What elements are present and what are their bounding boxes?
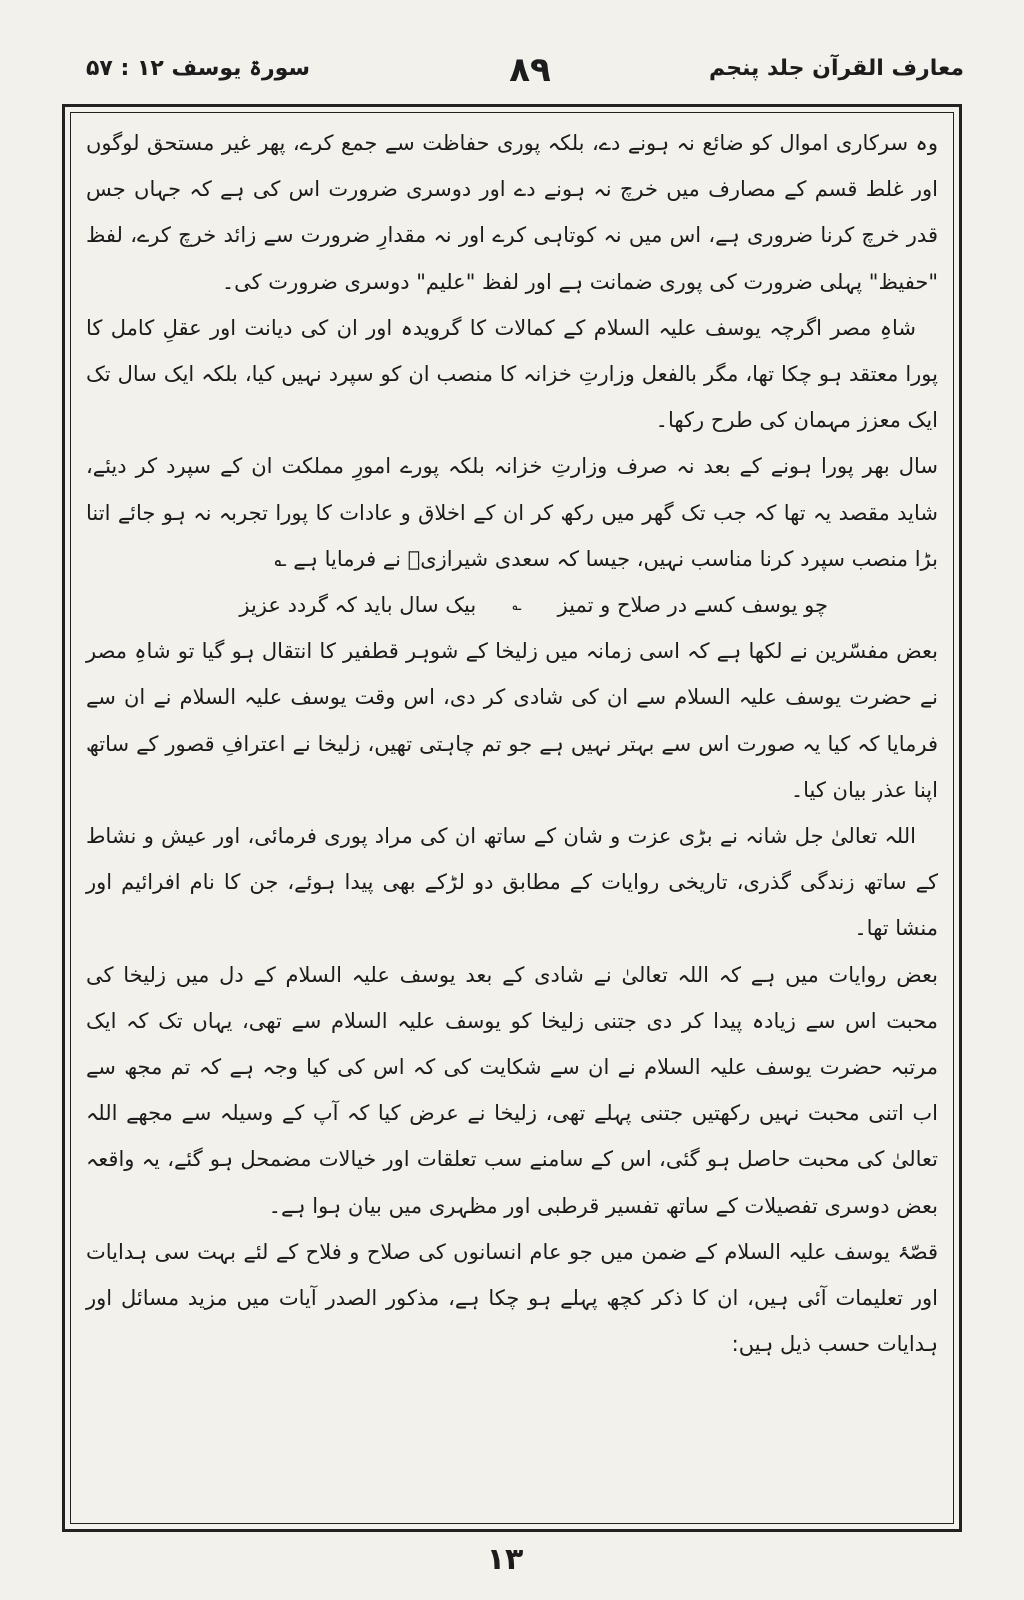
paragraph: بعض روایات میں ہے کہ اللہ تعالیٰ نے شادی کے بعد یوسف علیہ السلام کے دل میں زلیخا کی محبت اس سے زیادہ پیدا کر دی جتنی زلیخا کو یوسف علیہ السلام سے تھی، یہاں تک کہ ایک مرتبہ حضرت یوسف علیہ السلام نے ان سے شکایت کی کہ اس کی کیا وجہ ہے کہ تم مجھ سے اب اتنی محبت نہیں رکھتیں جتنی پہلے تھی، زلیخا نے عرض کیا کہ آپ کے وسیلہ سے مجھے اللہ تعالیٰ کی محبت حاصل ہو گئی، اس کے سامنے سب تعلقات اور خیالات مضمحل ہو گئے، یہ واقعہ بعض دوسری تفصیلات کے ساتھ تفسیر قرطبی اور مظہری میں بیان ہوا ہے۔ <box>86 962 938 1218</box>
signature-mark: ۱۳ <box>486 1542 524 1577</box>
paragraph: وہ سرکاری اموال کو ضائع نہ ہونے دے، بلکہ پوری حفاظت سے جمع کرے، پھر غیر مستحق لوگوں اور غلط قسم کے مصارف میں خرچ نہ ہونے دے اور دوسری ضرورت اس کی ہے کہ جہاں جس قدر خرچ کرنا ضروری ہے، اس میں نہ کوتاہی کرے اور نہ مقدارِ ضرورت سے زائد خرچ کرے، لفظ "حفیظ" پہلی ضرورت کی پوری ضمانت ہے اور لفظ "علیم" دوسری ضرورت کی۔ <box>86 131 938 294</box>
surah-reference: سورۃ یوسف ۱۲ : ۵۷ <box>86 56 311 81</box>
paragraph: شاہِ مصر اگرچہ یوسف علیہ السلام کے کمالات کا گرویدہ اور ان کی دیانت اور عقلِ کامل کا پورا معتقد ہو چکا تھا، مگر بالفعل وزارتِ خزانہ کا منصب ان کو سپرد نہیں کیا، بلکہ ایک سال تک ایک معزز مہمان کی طرح رکھا۔ <box>86 315 938 433</box>
page-number: ۸۹ <box>509 50 551 90</box>
book-title: معارف القرآن جلد پنجم <box>708 56 964 81</box>
paragraph: سال بھر پورا ہونے کے بعد نہ صرف وزارتِ خزانہ بلکہ پورے امورِ مملکت ان کے سپرد کر دیئے، شاید مقصد یہ تھا کہ جب تک گھر میں رکھ کر ان کے اخلاق و عادات کا پورا تجربہ نہ ہو جائے اتنا بڑا منصب سپرد کرنا مناسب نہیں، جیسا کہ سعدی شیرازیؒ نے فرمایا ہے ؎ <box>86 454 938 571</box>
paragraph: بعض مفسّرین نے لکھا ہے کہ اسی زمانہ میں زلیخا کے شوہر قطفیر کا انتقال ہو گیا تو شاہِ مصر نے حضرت یوسف علیہ السلام سے ان کی شادی کر دی، اس وقت یوسف علیہ السلام نے ان سے فرمایا کہ کیا یہ صورت اس سے بہتر نہیں ہے جو تم چاہتی تھیں، زلیخا نے اعترافِ قصور کے ساتھ اپنا عذر بیان کیا۔ <box>86 639 938 802</box>
page-header <box>60 50 964 98</box>
couplet-separator: ؎ <box>512 595 522 615</box>
body-text <box>86 120 938 1520</box>
couplet-first-hemistich: چو یوسف کسے در صلاح و تمیز <box>557 593 828 618</box>
persian-couplet <box>86 582 938 628</box>
paragraph: قصّۂ یوسف علیہ السلام کے ضمن میں جو عام انسانوں کی صلاح و فلاح کے لئے بہت سی ہدایات اور تعلیمات آئی ہیں، ان کا ذکر کچھ پہلے ہو چکا ہے، مذکور الصدر آیات میں مزید مسائل اور ہدایات حسب ذیل ہیں: <box>86 1239 938 1357</box>
paragraph: اللہ تعالیٰ جل شانہ نے بڑی عزت و شان کے ساتھ ان کی مراد پوری فرمائی، اور عیش و نشاط کے ساتھ زندگی گذری، تاریخی روایات کے مطابق دو لڑکے بھی پیدا ہوئے، جن کا نام افرائیم اور منشا تھا۔ <box>86 824 938 941</box>
couplet-second-hemistich: بیک سال باید کہ گردد عزیز <box>239 593 477 618</box>
